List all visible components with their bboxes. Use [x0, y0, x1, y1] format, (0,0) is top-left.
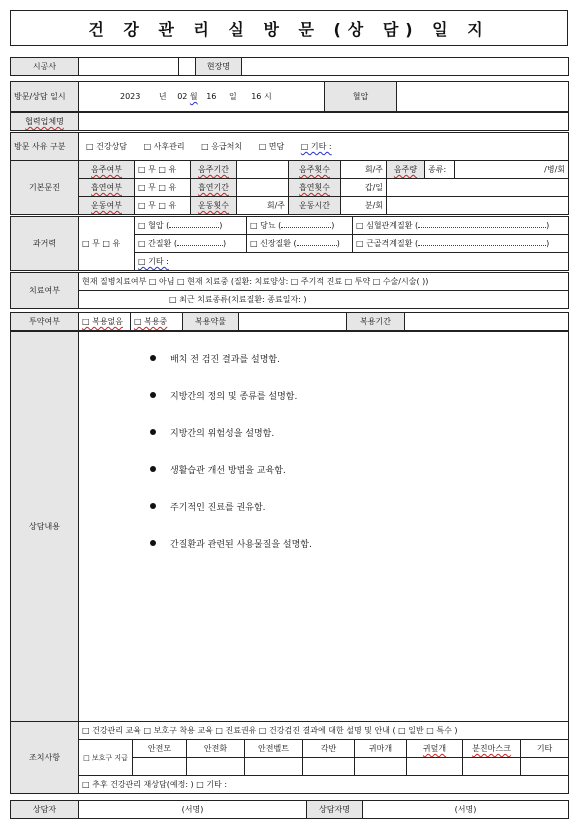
history-diabetes[interactable]: □ 당뇨 ( ) — [247, 217, 353, 235]
ppe-helmet: 안전모 — [133, 740, 187, 758]
action-table — [10, 721, 569, 794]
smoke-period-field[interactable] — [237, 179, 289, 197]
medication-period-field[interactable] — [405, 313, 569, 331]
consult-content[interactable] — [79, 332, 569, 722]
ppe-belt: 안전벨트 — [245, 740, 303, 758]
blood-pressure-field[interactable] — [397, 82, 569, 112]
consult-bullet-list — [82, 332, 565, 574]
history-other[interactable]: □ 기타 : — [135, 253, 569, 271]
visit-day: 16 — [206, 92, 217, 101]
ppe-gaiters: 각반 — [303, 740, 355, 758]
exercise-time-unit[interactable]: 분/회 — [341, 197, 387, 215]
consult-bullet-6: 간질환과 관련된 사용물질을 설명함. — [150, 537, 565, 574]
medication-table — [10, 312, 569, 331]
ppe-gaiters-qty[interactable] — [303, 758, 355, 776]
exercise-count-unit[interactable]: 회/주 — [237, 197, 289, 215]
counselor-sign-field[interactable]: (서명) — [79, 801, 307, 819]
ppe-dust-mask-qty[interactable] — [463, 758, 521, 776]
signature-table — [10, 800, 569, 819]
top-info-table — [10, 57, 569, 76]
ppe-shoes-qty[interactable] — [187, 758, 245, 776]
smoke-label: 흡연여부 — [79, 179, 135, 197]
ppe-label[interactable]: □ 보호구 지급 — [79, 740, 133, 776]
reason-options — [79, 133, 569, 161]
bullet-dot-icon — [150, 503, 156, 509]
reason-option-consult[interactable]: □ 건강상담 — [86, 142, 128, 151]
drink-yn[interactable]: □ 무 □ 유 — [135, 161, 191, 179]
partner-field[interactable] — [79, 113, 569, 131]
site-label: 현장명 — [196, 58, 242, 76]
consult-bullet-3: 지방간의 위험성을 설명함. — [150, 426, 565, 463]
client-sign-field[interactable]: (서명) — [363, 801, 569, 819]
drink-period-label: 음주기간 — [191, 161, 237, 179]
exercise-time-label: 운동시간 — [289, 197, 341, 215]
bullet-dot-icon — [150, 466, 156, 472]
partner-table — [10, 112, 569, 131]
client-label: 상담자명 — [307, 801, 363, 819]
ppe-helmet-qty[interactable] — [133, 758, 187, 776]
smoke-period-label: 흡연기간 — [191, 179, 237, 197]
medication-taking[interactable]: □ 복용중 — [131, 313, 183, 331]
company-label: 시공사 — [11, 58, 79, 76]
smoke-extra-field[interactable] — [387, 179, 569, 197]
exercise-count-label: 운동횟수 — [191, 197, 237, 215]
visit-day-unit: 일 — [228, 92, 237, 101]
drink-amount-label: 음주량 — [387, 161, 425, 179]
history-liver[interactable]: □ 간질환 ( ) — [135, 235, 247, 253]
document-title-box — [10, 10, 568, 46]
drink-count-label: 음주횟수 — [289, 161, 341, 179]
action-options[interactable]: □ 건강관리 교육 □ 보호구 착용 교육 □ 진료권유 □ 건강검진 결과에 대한 설명 및 안내 ( □ 일반 □ 특수 ) — [79, 722, 569, 740]
treatment-table — [10, 272, 569, 309]
medication-period-label: 복용기간 — [347, 313, 405, 331]
followup-options[interactable]: □ 추후 건강관리 재상담(예정: ) □ 기타 : — [79, 776, 569, 794]
document-title: 건 강 관 리 실 방 문 (상 담) 일 지 — [88, 19, 490, 39]
treatment-current[interactable]: 현재 질병치료여부 □ 아님 □ 현재 치료중 (질환: 치료양상: □ 주기적 진료 □ 투약 □ 수술/시술( )) — [79, 273, 569, 291]
smoke-count-unit[interactable]: 갑/일 — [341, 179, 387, 197]
history-bp[interactable]: □ 혈압 ( ) — [135, 217, 247, 235]
drink-kind-label: 종류: — [425, 161, 455, 179]
drink-amount-unit[interactable]: /병/회 — [455, 161, 569, 179]
consult-bullet-1: 배치 전 검진 결과를 설명함. — [150, 352, 565, 389]
exercise-label: 운동여부 — [79, 197, 135, 215]
bullet-dot-icon — [150, 392, 156, 398]
bullet-dot-icon — [150, 540, 156, 546]
visit-month-unit: 월 — [189, 92, 198, 101]
ppe-belt-qty[interactable] — [245, 758, 303, 776]
visit-hour: 16 — [251, 92, 262, 101]
company-spacer — [179, 58, 196, 76]
exercise-extra-field[interactable] — [387, 197, 569, 215]
bullet-dot-icon — [150, 355, 156, 361]
visit-datetime-label: 방문/상담 일시 — [11, 82, 79, 112]
drink-period-field[interactable] — [237, 161, 289, 179]
bullet-dot-icon — [150, 429, 156, 435]
consult-bullet-5: 주기적인 진료를 권유함. — [150, 500, 565, 537]
drink-label: 음주여부 — [79, 161, 135, 179]
visit-table — [10, 81, 569, 112]
exercise-yn[interactable]: □ 무 □ 유 — [135, 197, 191, 215]
visit-year: 2023 — [120, 92, 141, 101]
site-field[interactable] — [242, 58, 569, 76]
medication-drug-field[interactable] — [239, 313, 347, 331]
history-cardio[interactable]: □ 심혈관계질환 ( ) — [353, 217, 569, 235]
ppe-earplugs-qty[interactable] — [355, 758, 407, 776]
drink-count-unit[interactable]: 회/주 — [341, 161, 387, 179]
visit-datetime-field[interactable] — [79, 82, 325, 112]
ppe-dust-mask: 분진마스크 — [463, 740, 521, 758]
medication-none[interactable]: □ 복용없음 — [79, 313, 131, 331]
history-kidney[interactable]: □ 신장질환 ( ) — [247, 235, 353, 253]
counselor-label: 상담자 — [11, 801, 79, 819]
visit-year-unit: 년 — [158, 92, 167, 101]
visit-hour-unit: 시 — [263, 92, 272, 101]
reason-option-other[interactable]: □ 기타 : — [300, 142, 332, 151]
reason-label: 방문 사유 구분 — [11, 133, 79, 161]
consult-label: 상담내용 — [11, 332, 79, 722]
consult-bullet-4: 생활습관 개선 방법을 교육함. — [150, 463, 565, 500]
medication-label: 투약여부 — [11, 313, 79, 331]
basic-label: 기본문진 — [11, 161, 79, 215]
ppe-earplugs: 귀마개 — [355, 740, 407, 758]
action-label: 조치사항 — [11, 722, 79, 794]
ppe-other-qty[interactable] — [521, 758, 569, 776]
history-yn[interactable]: □ 무 □ 유 — [79, 217, 135, 271]
consult-bullet-2: 지방간의 정의 및 종류를 설명함. — [150, 389, 565, 426]
history-musculo[interactable]: □ 근골격계질환 ( ) — [353, 235, 569, 253]
treatment-label: 치료여부 — [11, 273, 79, 309]
smoke-yn[interactable]: □ 무 □ 유 — [135, 179, 191, 197]
reason-table — [10, 132, 569, 161]
blood-pressure-label: 혈압 — [325, 82, 397, 112]
medication-drug-label: 복용약물 — [183, 313, 239, 331]
history-table — [10, 216, 569, 271]
treatment-recent[interactable]: □ 최근 치료종류(치료질환: 종료일자: ) — [79, 291, 569, 309]
ppe-shoes: 안전화 — [187, 740, 245, 758]
partner-label: 협력업체명 — [11, 113, 79, 131]
consult-table — [10, 331, 569, 722]
ppe-earmuffs: 귀덮개 — [407, 740, 463, 758]
smoke-count-label: 흡연횟수 — [289, 179, 341, 197]
ppe-other: 기타 — [521, 740, 569, 758]
ppe-earmuffs-qty[interactable] — [407, 758, 463, 776]
visit-month: 02 — [177, 92, 188, 101]
reason-option-aftercare[interactable]: □ 사후관리 — [143, 142, 185, 151]
history-label: 과거력 — [11, 217, 79, 271]
basic-questionnaire-table — [10, 160, 569, 215]
company-field[interactable] — [79, 58, 179, 76]
reason-option-interview[interactable]: □ 면담 — [258, 142, 285, 151]
reason-option-firstaid[interactable]: □ 응급처치 — [201, 142, 243, 151]
